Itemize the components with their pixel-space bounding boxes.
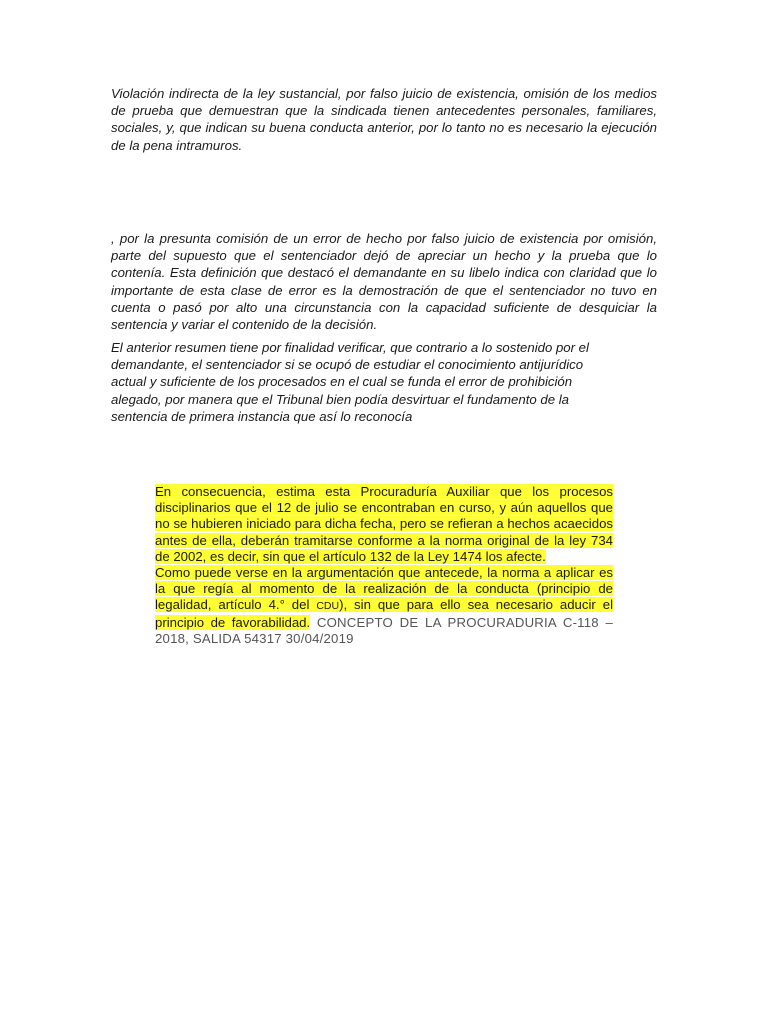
quote-part2-before: Como puede verse en la argumentación que antecede, la norma a aplicar es la que regía al momento de la realización de la conducta (principio de legalidad, artículo 4.° del bbox=[155, 565, 613, 613]
quoted-concept-block bbox=[155, 484, 613, 647]
quote-part2-after: ), sin que para ello sea necesario aducir el principio de favorabilidad. bbox=[155, 597, 613, 630]
quote-abbreviation: CDU bbox=[316, 600, 340, 613]
paragraph-error-de-hecho: , por la presunta comisión de un error de hecho por falso juicio de existencia por omisión, parte del supuesto que el sentenciador dejó de apreciar un hecho y la prueba que lo contenía. Esta definición que destacó el demandante en su libelo indica con claridad que lo importante de esta clase de error es la demostración de que el sentenciador no tuvo en cuenta o pasó por alto una circunstancia con la capacidad suficiente de desquiciar la sentencia y variar el contenido de la decisión. bbox=[111, 231, 657, 333]
paragraph-resumen: El anterior resumen tiene por finalidad verificar, que contrario a lo sostenido por el demandante, el sentenciador si se ocupó de estudiar el conocimiento antijurídico actual y suficiente de los procesados en el cual se funda el error de prohibición alegado, por manera que el Tribunal bien podía desvirtuar el fundamento de la sentencia de primera instancia que así lo reconocía bbox=[111, 340, 589, 424]
citation-reference: CONCEPTO DE LA PROCURADURIA C-118 – 2018, SALIDA 54317 30/04/2019 bbox=[155, 614, 613, 646]
highlighted-quote-part1: En consecuencia, estima esta Procuraduría Auxiliar que los procesos disciplinarios que el 12 de julio se encontraban en curso, y aún aquellos que no se hubieren iniciado para dicha fecha, pero se refieran a hechos acaecidos antes de ella, deberán tramitarse conforme a la norma original de la ley 734 de 2002, es decir, sin que el artículo 132 de la Ley 1474 los afecte. bbox=[155, 484, 613, 564]
paragraph-violacion-indirecta: Violación indirecta de la ley sustancial, por falso juicio de existencia, omisión de los medios de prueba que demuestran que la sindicada tienen antecedentes personales, familiares, sociales, y, que indican su buena conducta anterior, por lo tanto no es necesario la ejecución de la pena intramuros. bbox=[111, 86, 657, 153]
